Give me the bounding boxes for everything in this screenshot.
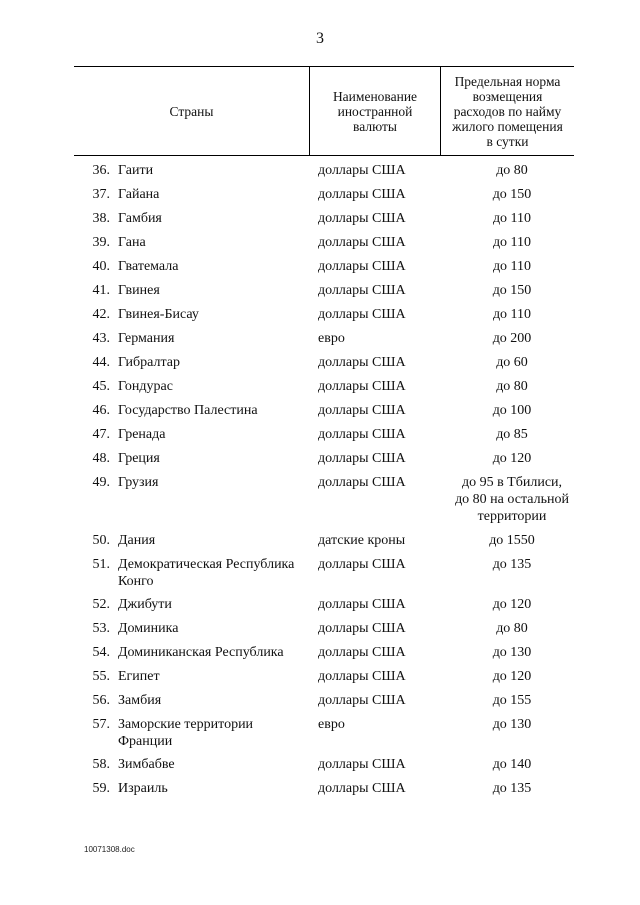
- row-number: 41.: [92, 283, 110, 298]
- country-name: Израиль: [118, 781, 168, 796]
- norm-value: до 1550: [489, 533, 535, 548]
- row-number: 47.: [92, 427, 110, 442]
- country-name: Гайана: [118, 187, 160, 202]
- currency-name: датские кроны: [318, 533, 406, 548]
- currency-name: доллары США: [318, 475, 406, 490]
- row-number: 38.: [92, 211, 110, 226]
- country-name: Демократическая Республика Конго: [118, 557, 295, 589]
- currency-name: доллары США: [318, 259, 406, 274]
- country-name: Зимбабве: [118, 757, 175, 772]
- header-countries: [74, 67, 309, 155]
- norm-value: до 85: [496, 427, 528, 442]
- table-header: [74, 66, 574, 156]
- row-number: 42.: [92, 307, 110, 322]
- table-body: [74, 156, 574, 804]
- table-row: [74, 620, 574, 644]
- row-number: 46.: [92, 403, 110, 418]
- country-name: Дания: [118, 533, 156, 548]
- currency-name: доллары США: [318, 307, 406, 322]
- header-norm: [441, 67, 574, 155]
- norm-value: до 95 в Тбилиси, до 80 на остальной территории: [455, 475, 569, 524]
- country-name: Египет: [118, 669, 160, 684]
- norm-value: до 80: [496, 621, 528, 636]
- table-row: [74, 234, 574, 258]
- norm-value: до 110: [492, 235, 532, 250]
- row-number: 57.: [92, 717, 110, 732]
- row-number: 54.: [92, 645, 110, 660]
- table-row: [74, 556, 574, 596]
- norm-value: до 130: [492, 645, 532, 660]
- norm-value: до 120: [492, 451, 532, 466]
- norm-value: до 135: [492, 781, 532, 796]
- currency-name: доллары США: [318, 427, 406, 442]
- row-number: 45.: [92, 379, 110, 394]
- country-name: Гамбия: [118, 211, 162, 226]
- currency-name: доллары США: [318, 379, 406, 394]
- country-name: Государство Палестина: [118, 403, 258, 418]
- currency-name: доллары США: [318, 781, 406, 796]
- norm-value: до 130: [492, 717, 532, 732]
- row-number: 56.: [92, 693, 110, 708]
- currency-name: доллары США: [318, 355, 406, 370]
- page-number: 3: [316, 30, 324, 47]
- row-number: 43.: [92, 331, 110, 346]
- table-row: [74, 756, 574, 780]
- footer-filename: 10071308.doc: [84, 845, 135, 854]
- norm-value: до 80: [496, 379, 528, 394]
- country-name: Гибралтар: [118, 355, 181, 370]
- row-number: 50.: [92, 533, 110, 548]
- table-row: [74, 186, 574, 210]
- norm-value: до 60: [496, 355, 528, 370]
- currency-name: доллары США: [318, 645, 406, 660]
- country-name: Гвинея-Бисау: [118, 307, 199, 322]
- header-currency: [310, 67, 440, 155]
- norm-value: до 110: [492, 307, 532, 322]
- table-row: [74, 354, 574, 378]
- table-row: [74, 282, 574, 306]
- row-number: 36.: [92, 163, 110, 178]
- currency-name: евро: [318, 717, 345, 732]
- table-row: [74, 668, 574, 692]
- norm-value: до 80: [496, 163, 528, 178]
- table-row: [74, 780, 574, 804]
- table-row: [74, 258, 574, 282]
- currency-name: доллары США: [318, 557, 406, 572]
- table-row: [74, 210, 574, 234]
- table-row: [74, 644, 574, 668]
- currency-name: доллары США: [318, 669, 406, 684]
- country-name: Джибути: [118, 597, 172, 612]
- norm-value: до 150: [492, 283, 532, 298]
- row-number: 52.: [92, 597, 110, 612]
- header-norm-label: Предельная норма возмещения расходов по найму жилого помещения в сутки: [452, 73, 563, 149]
- table-row: [74, 306, 574, 330]
- currency-name: доллары США: [318, 757, 406, 772]
- table-row: [74, 692, 574, 716]
- table-row: [74, 330, 574, 354]
- norm-value: до 150: [492, 187, 532, 202]
- currency-name: доллары США: [318, 211, 406, 226]
- row-number: 44.: [92, 355, 110, 370]
- row-number: 53.: [92, 621, 110, 636]
- norm-value: до 120: [492, 597, 532, 612]
- norm-value: до 120: [492, 669, 532, 684]
- table-row: [74, 450, 574, 474]
- country-name: Доминика: [118, 621, 179, 636]
- currency-name: доллары США: [318, 597, 406, 612]
- table-row: [74, 474, 574, 532]
- table-row: [74, 532, 574, 556]
- country-name: Заморские территории Франции: [118, 717, 254, 749]
- row-number: 59.: [92, 781, 110, 796]
- country-name: Гондурас: [118, 379, 173, 394]
- currency-name: доллары США: [318, 187, 406, 202]
- row-number: 37.: [92, 187, 110, 202]
- norm-value: до 140: [492, 757, 532, 772]
- header-countries-label: Страны: [169, 103, 214, 119]
- currency-name: евро: [318, 331, 345, 346]
- row-number: 39.: [92, 235, 110, 250]
- norm-value: до 100: [492, 403, 532, 418]
- norm-value: до 155: [492, 693, 532, 708]
- country-name: Замбия: [118, 693, 162, 708]
- row-number: 58.: [92, 757, 110, 772]
- norm-value: до 110: [492, 259, 532, 274]
- norm-value: до 110: [492, 211, 532, 226]
- country-name: Гвинея: [118, 283, 160, 298]
- table-row: [74, 378, 574, 402]
- country-name: Гаити: [118, 163, 154, 178]
- country-name: Грузия: [118, 475, 159, 490]
- row-number: 49.: [92, 475, 110, 490]
- country-name: Гренада: [118, 427, 166, 442]
- table-row: [74, 426, 574, 450]
- row-number: 48.: [92, 451, 110, 466]
- norm-value: до 135: [492, 557, 532, 572]
- currency-name: доллары США: [318, 451, 406, 466]
- header-currency-label: Наименование иностранной валюты: [332, 88, 418, 134]
- table-row: [74, 162, 574, 186]
- country-name: Германия: [118, 331, 175, 346]
- country-name: Греция: [118, 451, 160, 466]
- row-number: 55.: [92, 669, 110, 684]
- currency-name: доллары США: [318, 693, 406, 708]
- currency-name: доллары США: [318, 403, 406, 418]
- country-name: Доминиканская Республика: [118, 645, 284, 660]
- norm-value: до 200: [492, 331, 532, 346]
- country-name: Гана: [118, 235, 146, 250]
- currency-name: доллары США: [318, 283, 406, 298]
- row-number: 40.: [92, 259, 110, 274]
- country-name: Гватемала: [118, 259, 179, 274]
- table-row: [74, 716, 574, 756]
- table-row: [74, 596, 574, 620]
- currency-name: доллары США: [318, 163, 406, 178]
- currency-name: доллары США: [318, 235, 406, 250]
- allowance-table: [74, 66, 574, 804]
- table-row: [74, 402, 574, 426]
- row-number: 51.: [92, 557, 110, 572]
- currency-name: доллары США: [318, 621, 406, 636]
